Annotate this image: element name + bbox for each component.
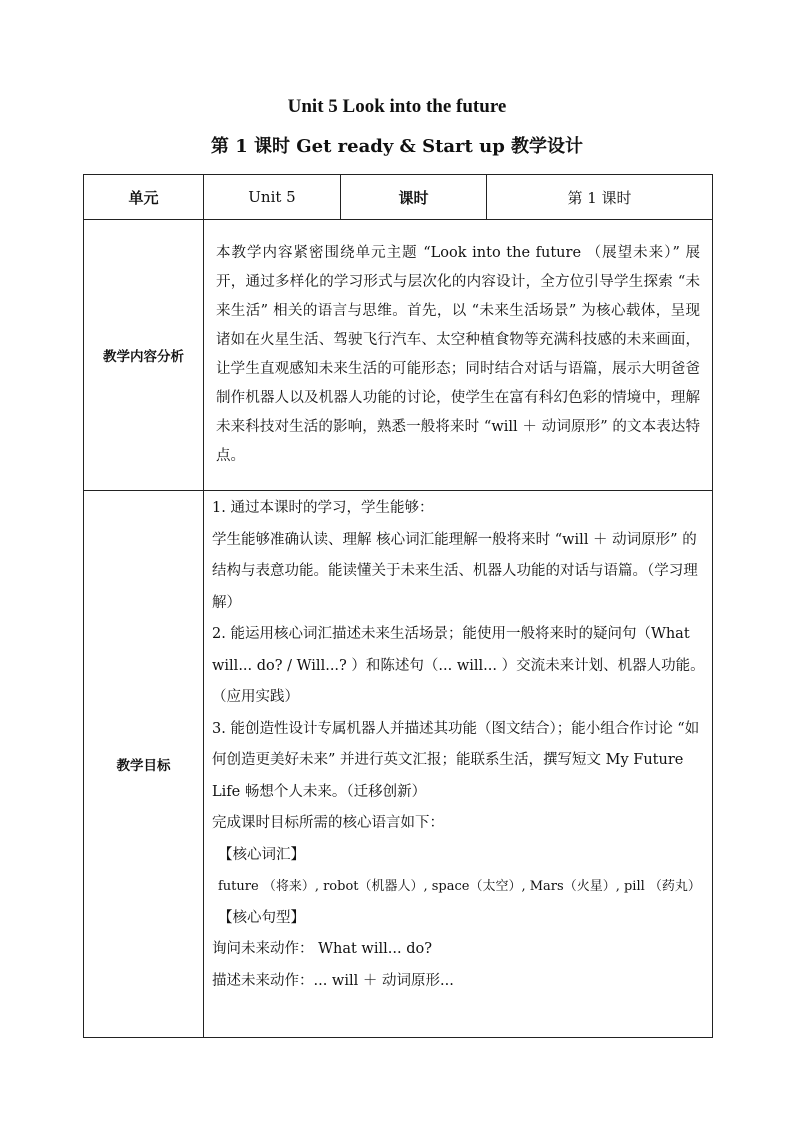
- sentence-ask: 询问未来动作： What will... do?: [212, 941, 432, 957]
- lesson-value: 第 1 课时: [487, 175, 713, 220]
- core-vocab-heading: 【核心词汇】: [218, 846, 305, 863]
- analysis-text: 本教学内容紧密围绕单元主题 “Look into the future （展望未来）” 展开，通过多样化的学习形式与层次化的内容设计，全方位引导学生探索 “未来生活” 相关的语言与思维。首先，以 “未来生活场景” 为核心载体，呈现诸如在火星生活、驾驶飞行汽车、太空种植食物等充满科技感的未来画面，让学生直观感知未来生活的可能形态；同时结合对话与语篇，展示大明爸爸制作机器人以及机器人功能的讨论，使学生在富有科幻色彩的情境中，理解未来科技对生活的影响，熟悉一般将来时 “will ＋ 动词原形” 的文本表达特点。: [204, 220, 713, 491]
- goal-practice: 2. 能运用核心词汇描述未来生活场景；能使用一般将来时的疑问句（What will... do? / Will...? ）和陈述句（... will... ）交流未来计划、机器人功能。（应用实践）: [212, 626, 705, 705]
- analysis-row: [84, 220, 713, 491]
- goal-understanding: 学生能够准确认读、理解 核心词汇能理解一般将来时 “will ＋ 动词原形” 的结构与表意功能。能读懂关于未来生活、机器人功能的对话与语篇。（学习理解）: [212, 531, 698, 611]
- lesson-plan-table: [83, 174, 713, 1038]
- goal-innovation: 3. 能创造性设计专属机器人并描述其功能（图文结合）；能小组合作讨论 “如何创造更美好未来” 并进行英文汇报；能联系生活，撰写短文 My Future Life 畅想个人未来。（迁移创新）: [212, 720, 700, 800]
- lesson-label: 课时: [341, 175, 487, 220]
- document-subtitle: 第 1 课时 Get ready & Start up 教学设计: [210, 136, 584, 157]
- goals-label: 教学目标: [84, 491, 204, 1038]
- goals-row: [84, 491, 713, 1038]
- core-vocab-list: future （将来）, robot（机器人）, space（太空）, Mars（火星）, pill （药丸）: [218, 879, 701, 894]
- core-sentence-heading: 【核心句型】: [218, 909, 305, 926]
- core-language-intro: 完成课时目标所需的核心语言如下：: [212, 815, 444, 831]
- analysis-label: 教学内容分析: [84, 220, 204, 491]
- document-title: Unit 5 Look into the future: [287, 96, 507, 117]
- unit-label: 单元: [84, 175, 204, 220]
- sentence-describe: 描述未来动作：... will ＋ 动词原形...: [212, 972, 454, 989]
- header-row: [84, 175, 713, 220]
- goal-intro: 1. 通过本课时的学习，学生能够：: [212, 500, 434, 516]
- goals-content: [204, 491, 713, 1038]
- unit-value: Unit 5: [204, 175, 341, 220]
